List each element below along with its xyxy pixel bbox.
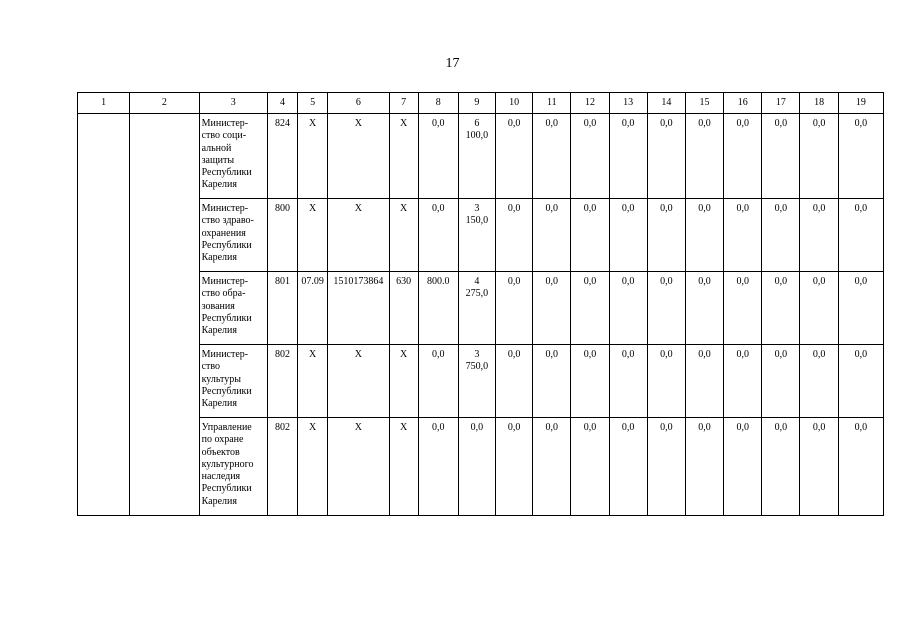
table-cell: 800 [267, 199, 297, 272]
table-cell: 0,0 [685, 199, 723, 272]
table-row [78, 418, 884, 516]
merged-cell-col1 [78, 114, 130, 516]
agency-name: Министер- ство культуры Республики Карелия [199, 345, 267, 418]
table-cell: 0,0 [762, 199, 800, 272]
table-cell: 0,0 [571, 345, 609, 418]
table-row [78, 345, 884, 418]
table-cell: Х [298, 114, 328, 199]
merged-cell-col2 [130, 114, 199, 516]
table-cell: 0,0 [647, 272, 685, 345]
table-cell: 630 [389, 272, 418, 345]
table-cell: Х [298, 345, 328, 418]
table-cell: 824 [267, 114, 297, 199]
table-cell: 0,0 [609, 418, 647, 516]
table-cell: 0,0 [724, 345, 762, 418]
table-cell: 0,0 [762, 272, 800, 345]
table-row [78, 272, 884, 345]
header-row [78, 93, 884, 114]
column-header: 18 [800, 93, 838, 114]
table-cell: 0,0 [685, 345, 723, 418]
column-header: 14 [647, 93, 685, 114]
table-cell: 0,0 [647, 418, 685, 516]
column-header: 8 [418, 93, 458, 114]
table-cell: 0,0 [685, 272, 723, 345]
table-cell: 0,0 [571, 114, 609, 199]
table-cell: 0,0 [533, 272, 571, 345]
column-header: 2 [130, 93, 199, 114]
column-header: 1 [78, 93, 130, 114]
table-cell: 0,0 [609, 114, 647, 199]
agency-name: Управление по охране объектов культурного наследия Республики Карелия [199, 418, 267, 516]
table-cell: 0,0 [571, 199, 609, 272]
table-cell: 0,0 [418, 418, 458, 516]
table-cell: 0,0 [533, 199, 571, 272]
table-cell: 801 [267, 272, 297, 345]
agency-name: Министер- ство здраво- охранения Республики Карелия [199, 199, 267, 272]
column-header: 5 [298, 93, 328, 114]
table-cell: 0,0 [762, 345, 800, 418]
table-cell: Х [389, 199, 418, 272]
column-header: 17 [762, 93, 800, 114]
column-header: 12 [571, 93, 609, 114]
table-cell: 0,0 [647, 199, 685, 272]
table-cell: 802 [267, 418, 297, 516]
table-cell: 0,0 [418, 199, 458, 272]
table-cell: Х [389, 345, 418, 418]
table-cell: Х [328, 114, 389, 199]
table-row [78, 199, 884, 272]
table-cell: 3 750,0 [458, 345, 495, 418]
table-cell: 0,0 [496, 114, 533, 199]
column-header: 4 [267, 93, 297, 114]
table-cell: 07.09 [298, 272, 328, 345]
table-cell: 4 275,0 [458, 272, 495, 345]
table-cell: 0,0 [762, 418, 800, 516]
table-cell: 0,0 [838, 272, 883, 345]
table-cell: 0,0 [647, 345, 685, 418]
table-cell: 0,0 [609, 345, 647, 418]
table-cell: 0,0 [533, 345, 571, 418]
table-cell: 0,0 [838, 114, 883, 199]
table-cell: Х [389, 114, 418, 199]
table-cell: 0,0 [496, 199, 533, 272]
table-cell: 0,0 [571, 418, 609, 516]
table-cell: 0,0 [418, 345, 458, 418]
table-cell: 0,0 [647, 114, 685, 199]
table-cell: Х [328, 418, 389, 516]
column-header: 9 [458, 93, 495, 114]
table-cell: 0,0 [458, 418, 495, 516]
page-number: 17 [445, 56, 460, 71]
budget-table [77, 92, 884, 516]
table-cell: 0,0 [418, 114, 458, 199]
table-cell: 0,0 [838, 199, 883, 272]
table-cell: 0,0 [724, 272, 762, 345]
table-cell: 0,0 [762, 114, 800, 199]
table-cell: 0,0 [685, 418, 723, 516]
table-cell: 0,0 [724, 114, 762, 199]
table-cell: 0,0 [609, 272, 647, 345]
table-cell: 0,0 [800, 199, 838, 272]
table-cell: 0,0 [724, 199, 762, 272]
column-header: 19 [838, 93, 883, 114]
column-header: 16 [724, 93, 762, 114]
column-header: 6 [328, 93, 389, 114]
table-cell: 0,0 [496, 345, 533, 418]
table-cell: 0,0 [800, 114, 838, 199]
table-cell: 0,0 [496, 418, 533, 516]
table-cell: 0,0 [571, 272, 609, 345]
table-cell: Х [298, 418, 328, 516]
table-cell: 0,0 [838, 418, 883, 516]
table-cell: 802 [267, 345, 297, 418]
table-cell: 0,0 [496, 272, 533, 345]
agency-name: Министер- ство обра- зования Республики Карелия [199, 272, 267, 345]
column-header: 13 [609, 93, 647, 114]
table-cell: 0,0 [609, 199, 647, 272]
column-header: 7 [389, 93, 418, 114]
table-cell: 0,0 [533, 114, 571, 199]
table-cell: 0,0 [724, 418, 762, 516]
column-header: 10 [496, 93, 533, 114]
table-cell: 1510173864 [328, 272, 389, 345]
table-cell: Х [389, 418, 418, 516]
table-cell: 800.0 [418, 272, 458, 345]
table-cell: Х [328, 345, 389, 418]
table-cell: 0,0 [533, 418, 571, 516]
table-cell: 0,0 [838, 345, 883, 418]
table-cell: Х [298, 199, 328, 272]
column-header: 15 [685, 93, 723, 114]
table-cell: 0,0 [800, 272, 838, 345]
table-cell: 0,0 [800, 345, 838, 418]
table-cell: 6 100,0 [458, 114, 495, 199]
table-cell: 0,0 [800, 418, 838, 516]
table-row [78, 114, 884, 199]
table-cell: 0,0 [685, 114, 723, 199]
column-header: 3 [199, 93, 267, 114]
column-header: 11 [533, 93, 571, 114]
agency-name: Министер- ство соци- альной защиты Республики Карелия [199, 114, 267, 199]
table-cell: 3 150,0 [458, 199, 495, 272]
table-cell: Х [328, 199, 389, 272]
